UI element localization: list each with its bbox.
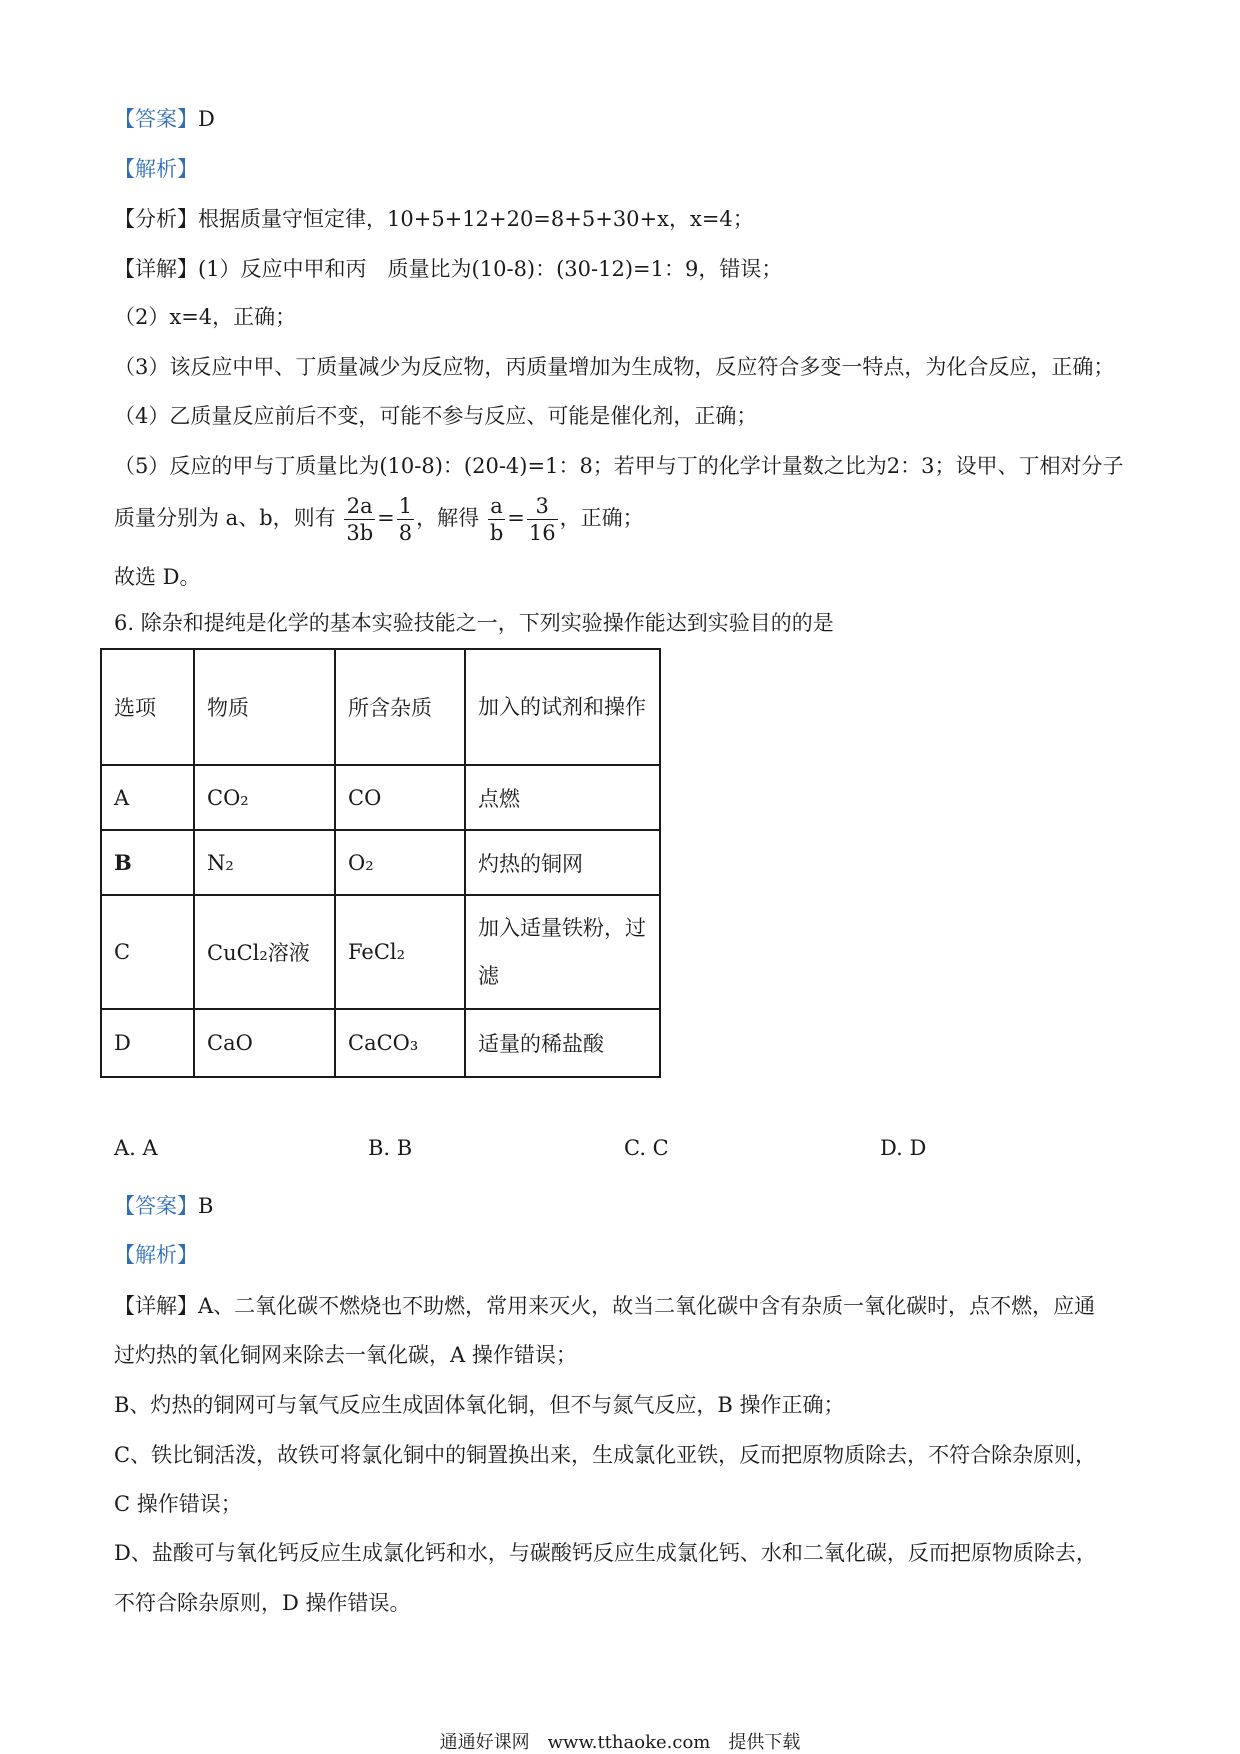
fenxi-tag: 【分析】 — [114, 207, 198, 231]
cell-option: C — [101, 895, 194, 1009]
answer-tag: 【答案】 — [114, 1194, 198, 1218]
table-row — [101, 895, 660, 1009]
cell-method: 灼热的铜网 — [465, 830, 660, 895]
formula-post: ，正确； — [559, 506, 644, 530]
q5-analysis-tag: 【解析】 — [114, 157, 198, 181]
q6-detail-c2: C 操作错误； — [114, 1492, 242, 1516]
q5-fenxi-line — [114, 204, 754, 234]
q5-answer-line — [114, 104, 215, 134]
cell-substance: CuCl₂溶液 — [194, 895, 335, 1009]
choice-a: A. A — [114, 1136, 158, 1160]
header-method: 加入的试剂和操作 — [465, 649, 660, 765]
table-row — [101, 830, 660, 895]
q6-detail-a1 — [114, 1291, 1095, 1321]
q6-detail-d1: D、盐酸可与氧化钙反应生成氯化钙和水，与碳酸钙反应生成氯化钙、水和二氧化碳，反而把原物质除去， — [114, 1541, 1097, 1565]
q6-answer-line — [114, 1191, 213, 1221]
fraction-a-b: $\frac{a}{b}$ — [489, 494, 504, 545]
cell-impurity: CO — [335, 765, 465, 830]
choice-d: D. D — [880, 1136, 927, 1160]
q5-item-3: （3）该反应中甲、丁质量减少为反应物，丙质量增加为生成物，反应符合多变一特点，为化合反应，正确； — [114, 355, 1115, 379]
cell-method: 点燃 — [465, 765, 660, 830]
xiangjie-tag: 【详解】 — [114, 257, 198, 281]
q6-detail-a2: 过灼热的氧化铜网来除去一氧化碳，A 操作错误； — [114, 1343, 577, 1367]
answer-value: D — [198, 107, 215, 131]
cell-method: 适量的稀盐酸 — [465, 1009, 660, 1077]
q5-item-5-formula-line — [114, 490, 644, 546]
cell-substance: CO₂ — [194, 765, 335, 830]
choice-c: C. C — [624, 1136, 669, 1160]
cell-impurity: CaCO₃ — [335, 1009, 465, 1077]
table-header-row — [101, 649, 660, 765]
q5-item-2: （2）x=4，正确； — [114, 305, 297, 329]
equals-sign: = — [377, 506, 395, 530]
q6-options-table — [100, 648, 661, 1078]
q6-stem: 6. 除杂和提纯是化学的基本实验技能之一，下列实验操作能达到实验目的的是 — [114, 611, 834, 635]
equals-sign-2: = — [507, 506, 525, 530]
cell-option: A — [101, 765, 194, 830]
q6-detail-d2: 不符合除杂原则，D 操作错误。 — [114, 1591, 411, 1615]
q6-detail-c1: C、铁比铜活泼，故铁可将氯化铜中的铜置换出来，生成氯化亚铁，反而把原物质除去，不符合除杂原则， — [114, 1443, 1097, 1467]
answer-tag: 【答案】 — [114, 107, 198, 131]
q6-detail-b: B、灼热的铜网可与氧气反应生成固体氧化铜，但不与氮气反应，B 操作正确； — [114, 1393, 845, 1417]
detail-a1-text: A、二氧化碳不燃烧也不助燃，常用来灭火，故当二氧化碳中含有杂质一氧化碳时，点不燃，应通 — [198, 1294, 1096, 1318]
fraction-3-16: $\frac{3}{16}$ — [528, 494, 556, 545]
q5-xiangjie-line — [114, 254, 782, 284]
formula-mid: ，解得 — [416, 506, 480, 530]
q5-item-5: （5）反应的甲与丁质量比为(10-8)：(20-4)=1：8；若甲与丁的化学计量数之比为2：3；设甲、丁相对分子 — [114, 454, 1124, 478]
xiangjie-tag: 【详解】 — [114, 1294, 198, 1318]
header-substance: 物质 — [194, 649, 335, 765]
page-footer: 通通好课网 www.tthaoke.com 提供下载 — [439, 1732, 801, 1753]
cell-option: B — [101, 830, 194, 895]
cell-substance: N₂ — [194, 830, 335, 895]
q5-conclusion: 故选 D。 — [114, 565, 201, 589]
table-row — [101, 765, 660, 830]
cell-impurity: FeCl₂ — [335, 895, 465, 1009]
header-impurity: 所含杂质 — [335, 649, 465, 765]
cell-method: 加入适量铁粉，过滤 — [465, 895, 660, 1009]
cell-substance: CaO — [194, 1009, 335, 1077]
xiangjie-text: (1）反应中甲和丙 质量比为(10-8)：(30-12)=1：9，错误； — [198, 257, 783, 281]
formula-pre: 质量分别为 a、b，则有 — [114, 506, 336, 530]
cell-option: D — [101, 1009, 194, 1077]
choice-b: B. B — [368, 1136, 413, 1160]
q6-analysis-tag: 【解析】 — [114, 1243, 198, 1267]
header-option: 选项 — [101, 649, 194, 765]
q5-item-4: （4）乙质量反应前后不变，可能不参与反应、可能是催化剂，正确； — [114, 404, 758, 428]
fraction-1-8: $\frac{1}{8}$ — [398, 494, 413, 545]
fenxi-text: 根据质量守恒定律，10+5+12+20=8+5+30+x，x=4； — [198, 207, 754, 231]
cell-impurity: O₂ — [335, 830, 465, 895]
fraction-2a-3b: $\frac{2a}{3b}$ — [346, 494, 374, 545]
table-row — [101, 1009, 660, 1077]
answer-value: B — [198, 1194, 214, 1218]
